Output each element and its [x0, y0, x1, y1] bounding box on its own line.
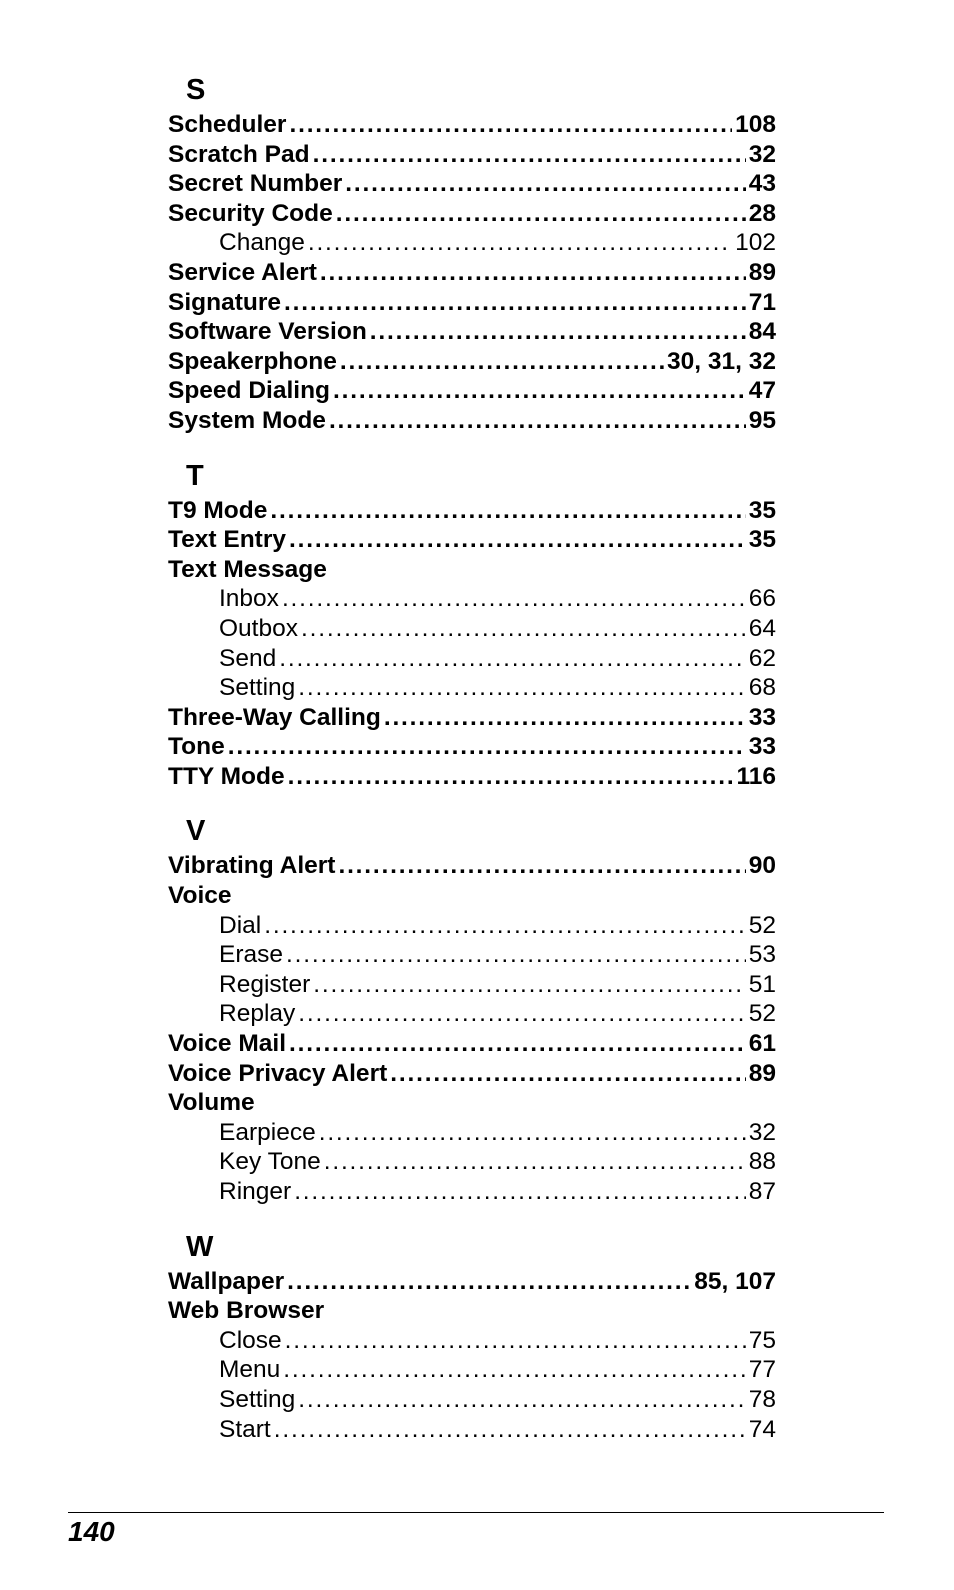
entry-term: T9 Mode — [168, 496, 268, 524]
entry-term: Setting — [219, 674, 296, 702]
dot-leader — [324, 1147, 746, 1177]
entry-term: Text Message — [168, 555, 327, 583]
entry-term: Volume — [168, 1089, 255, 1117]
entry-pages: 66 — [748, 585, 776, 613]
dot-leader — [390, 1059, 745, 1089]
index-entry — [168, 732, 776, 762]
index-subentry — [168, 1177, 776, 1207]
dot-leader — [298, 673, 745, 703]
index-entry — [168, 703, 776, 733]
entry-term: Replay — [219, 1000, 296, 1028]
dot-leader — [313, 140, 746, 170]
entry-pages: 71 — [748, 288, 776, 316]
page-number: 140 — [68, 1516, 115, 1547]
index-subentry — [168, 644, 776, 674]
entry-term: Three-Way Calling — [168, 703, 381, 731]
index-entry — [168, 169, 776, 199]
index-subentry — [168, 911, 776, 941]
index-entry — [168, 1088, 776, 1118]
dot-leader — [333, 376, 746, 406]
entry-pages: 30, 31, 32 — [667, 347, 776, 375]
index-subentry — [168, 1147, 776, 1177]
index-subentry — [168, 970, 776, 1000]
index-section — [168, 458, 776, 792]
index-subentry — [168, 940, 776, 970]
dot-leader — [384, 703, 746, 733]
entry-term: Web Browser — [168, 1297, 325, 1325]
entry-pages: 28 — [748, 199, 776, 227]
index-entry — [168, 258, 776, 288]
dot-leader — [298, 999, 745, 1029]
dot-leader — [313, 970, 746, 1000]
dot-leader — [298, 1385, 745, 1415]
index-entry — [168, 406, 776, 436]
dot-leader — [294, 1177, 746, 1207]
index-entry — [168, 1059, 776, 1089]
dot-leader — [287, 1267, 691, 1297]
dot-leader — [338, 851, 745, 881]
entry-pages: 87 — [748, 1178, 776, 1205]
index-list — [168, 72, 776, 1466]
entry-pages: 89 — [748, 1059, 776, 1087]
dot-leader — [274, 1415, 746, 1445]
dot-leader — [283, 1355, 745, 1385]
dot-leader — [270, 496, 745, 526]
dot-leader — [282, 584, 746, 614]
index-entry — [168, 347, 776, 377]
section-letter: S — [186, 74, 206, 106]
index-subentry — [168, 1385, 776, 1415]
entry-pages: 108 — [735, 111, 776, 138]
entry-term: Tone — [168, 733, 225, 761]
index-entry — [168, 851, 776, 881]
entry-term: TTY Mode — [168, 762, 285, 790]
entry-term: Close — [219, 1326, 282, 1354]
index-entry — [168, 496, 776, 526]
dot-leader — [288, 762, 734, 792]
dot-leader — [289, 525, 746, 555]
entry-pages: 62 — [748, 644, 776, 672]
index-subentry — [168, 673, 776, 703]
entry-pages: 68 — [748, 674, 776, 702]
index-subentry — [168, 1326, 776, 1356]
index-section — [168, 72, 776, 436]
entry-term: Text Entry — [168, 526, 286, 554]
index-section — [168, 1229, 776, 1445]
section-letter: T — [186, 459, 204, 492]
entry-term: Send — [219, 644, 277, 672]
entry-term: Vibrating Alert — [168, 852, 336, 880]
entry-pages: 74 — [748, 1415, 776, 1443]
dot-leader — [336, 199, 746, 229]
dot-leader — [370, 317, 746, 347]
entry-pages: 53 — [748, 941, 776, 969]
index-subentry — [168, 1355, 776, 1385]
entry-term: Speakerphone — [168, 347, 337, 375]
index-subentry — [168, 228, 776, 258]
entry-term: Scratch Pad — [168, 140, 310, 168]
dot-leader — [289, 1029, 746, 1059]
entry-term: Scheduler — [168, 111, 287, 138]
entry-pages: 64 — [748, 614, 776, 642]
entry-pages: 51 — [748, 970, 776, 998]
entry-term: Wallpaper — [168, 1267, 285, 1295]
entry-term: Ringer — [219, 1178, 292, 1205]
index-entry — [168, 317, 776, 347]
index-entry — [168, 1296, 776, 1326]
dot-leader — [320, 258, 746, 288]
entry-term: Menu — [219, 1356, 281, 1384]
index-entry — [168, 140, 776, 170]
entry-pages: 84 — [748, 318, 776, 346]
entry-term: Setting — [219, 1385, 296, 1413]
entry-term: Secret Number — [168, 170, 343, 198]
dot-leader — [340, 347, 664, 377]
dot-leader — [228, 732, 746, 762]
index-subentry — [168, 614, 776, 644]
entry-pages: 75 — [748, 1326, 776, 1354]
entry-term: Service Alert — [168, 258, 317, 286]
entry-pages: 77 — [748, 1356, 776, 1384]
entry-pages: 88 — [748, 1148, 776, 1176]
dot-leader — [264, 911, 746, 941]
dot-leader — [289, 110, 732, 140]
footer-rule — [68, 1512, 884, 1513]
entry-pages: 35 — [748, 526, 776, 554]
entry-term: Speed Dialing — [168, 377, 331, 405]
index-entry — [168, 555, 776, 585]
entry-term: Dial — [219, 911, 262, 939]
entry-pages: 32 — [748, 140, 776, 168]
index-entry — [168, 376, 776, 406]
entry-pages: 33 — [748, 733, 776, 761]
index-entry — [168, 288, 776, 318]
entry-term: Erase — [219, 941, 284, 969]
entry-term: Change — [219, 229, 305, 257]
entry-term: Earpiece — [219, 1118, 316, 1146]
index-entry — [168, 1029, 776, 1059]
entry-pages: 47 — [748, 377, 776, 405]
index-subentry — [168, 584, 776, 614]
entry-term: Security Code — [168, 199, 333, 227]
index-entry — [168, 110, 776, 140]
dot-leader — [284, 288, 746, 318]
section-letter: W — [186, 1230, 214, 1263]
entry-term: Voice Privacy Alert — [168, 1059, 388, 1087]
entry-term: Voice Mail — [168, 1030, 287, 1058]
index-subentry — [168, 999, 776, 1029]
index-entry — [168, 525, 776, 555]
entry-pages: 33 — [748, 703, 776, 731]
index-entry — [168, 881, 776, 911]
index-section — [168, 813, 776, 1206]
index-entry — [168, 762, 776, 792]
entry-pages: 43 — [748, 170, 776, 198]
entry-term: Software Version — [168, 318, 367, 346]
dot-leader — [308, 228, 732, 258]
dot-leader — [301, 614, 746, 644]
entry-pages: 52 — [748, 1000, 776, 1028]
entry-term: Start — [219, 1415, 271, 1443]
dot-leader — [286, 940, 746, 970]
index-subentry — [168, 1415, 776, 1445]
dot-leader — [329, 406, 746, 436]
index-entry — [168, 1267, 776, 1297]
entry-pages: 116 — [736, 762, 776, 790]
index-entry — [168, 199, 776, 229]
index-subentry — [168, 1118, 776, 1148]
entry-term: Register — [219, 970, 311, 998]
dot-leader — [285, 1326, 746, 1356]
entry-term: Key Tone — [219, 1148, 321, 1176]
entry-pages: 90 — [748, 852, 776, 880]
entry-term: Inbox — [219, 585, 279, 613]
section-letter: V — [186, 815, 206, 848]
entry-pages: 89 — [748, 258, 776, 286]
entry-term: Voice — [168, 882, 232, 910]
entry-term: Outbox — [219, 614, 298, 642]
entry-pages: 95 — [748, 406, 776, 434]
dot-leader — [345, 169, 745, 199]
entry-term: System Mode — [168, 406, 326, 434]
entry-pages: 78 — [748, 1385, 776, 1413]
dot-leader — [279, 644, 746, 674]
entry-term: Signature — [168, 288, 281, 316]
entry-pages: 61 — [748, 1030, 776, 1058]
entry-pages: 32 — [748, 1118, 776, 1146]
entry-pages: 85, 107 — [694, 1267, 776, 1295]
entry-pages: 35 — [748, 496, 776, 524]
entry-pages: 52 — [748, 911, 776, 939]
entry-pages: 102 — [735, 229, 776, 257]
dot-leader — [319, 1118, 746, 1148]
